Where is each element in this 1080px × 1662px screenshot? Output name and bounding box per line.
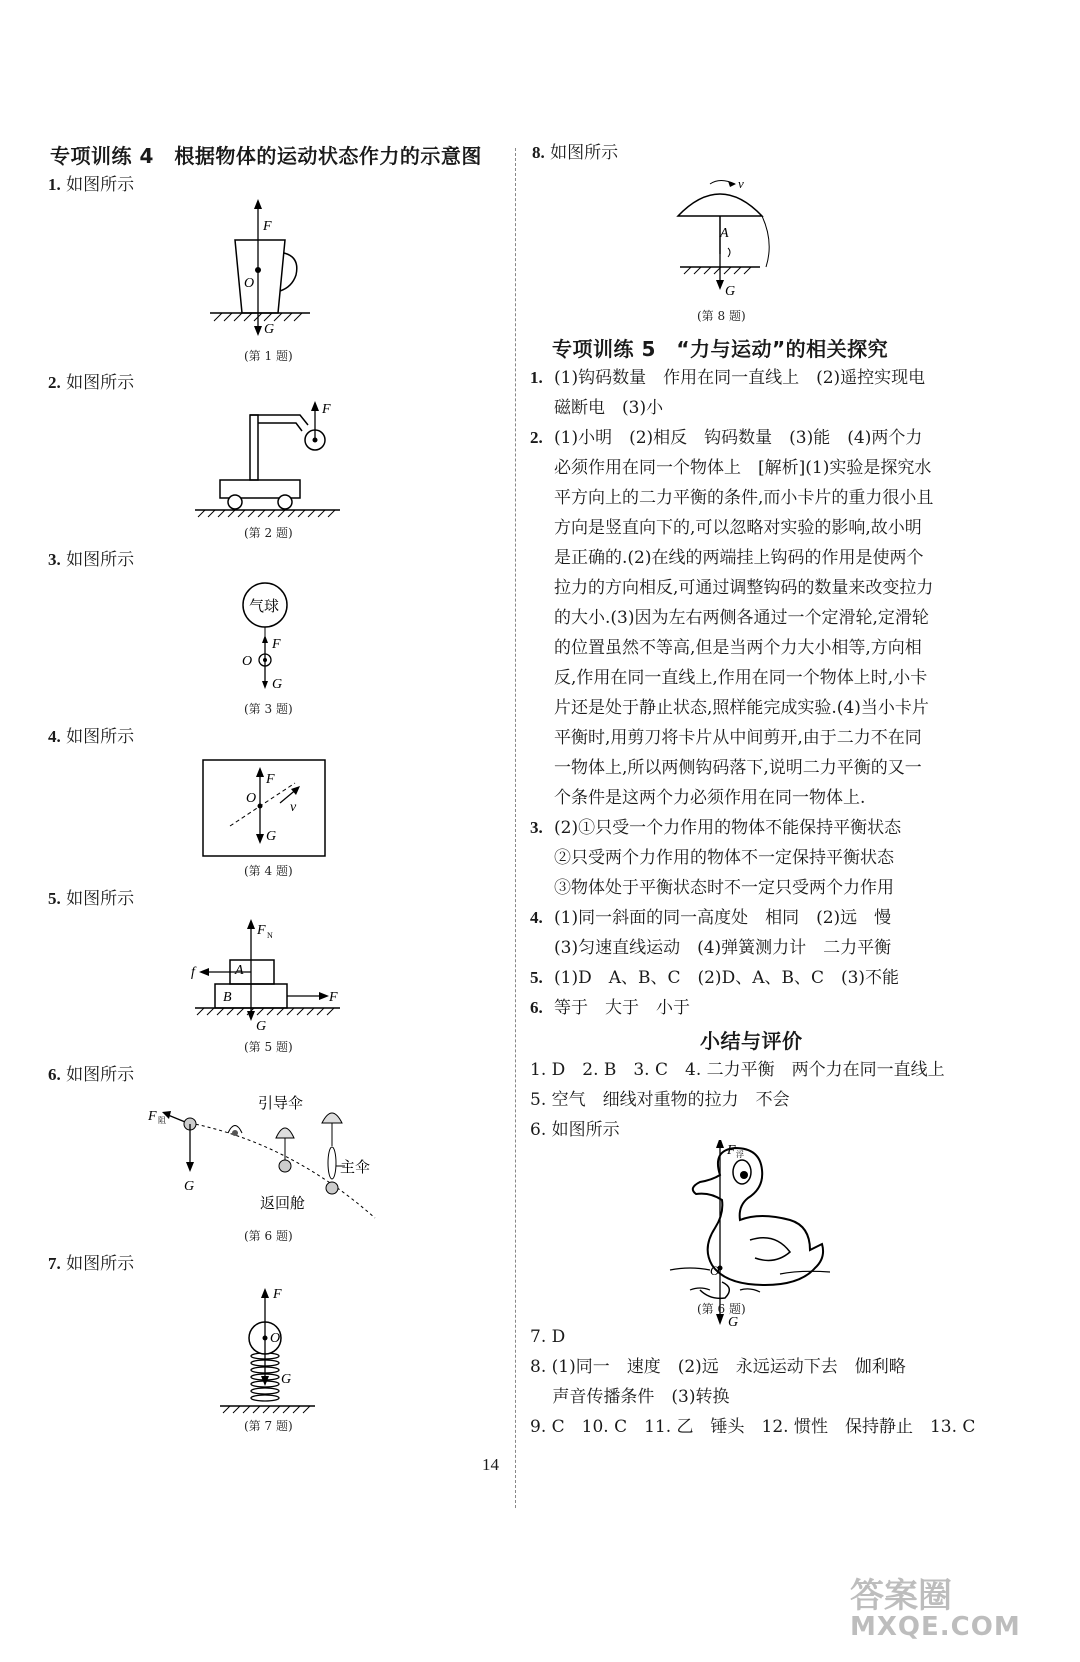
svg-text:F: F (257, 923, 266, 938)
svg-text:F: F (727, 1143, 736, 1158)
summary-line: 声音传播条件 (3)转换 (530, 1387, 730, 1407)
section5-title: 专项训练 5 “力与运动”的相关探究 (552, 337, 889, 361)
figure-cart-crane (190, 395, 350, 520)
s5-line: 片还是处于静止状态,照样能完成实验.(4)当小卡片 (554, 698, 929, 718)
svg-text:f: f (191, 965, 195, 980)
svg-text:O: O (246, 791, 257, 806)
s5-line: 1. (1)钩码数量 作用在同一直线上 (2)遥控实现电 (530, 368, 926, 388)
summary-answers (530, 1055, 990, 1145)
svg-text:阻: 阻 (158, 1116, 166, 1125)
s5-line: 一物体上,所以两侧钩码落下,说明二力平衡的又一 (554, 758, 922, 778)
svg-text:F: F (148, 1109, 157, 1124)
svg-text:引导伞: 引导伞 (258, 1094, 304, 1112)
s5-line: 反,作用在同一直线上,作用在同一个物体上时,小卡 (554, 668, 928, 688)
svg-text:N: N (267, 931, 273, 940)
svg-text:B: B (223, 990, 232, 1005)
figure-caption-8: (第 8 题) (697, 309, 746, 323)
answer-item-5: 5. 如图所示 (48, 889, 135, 909)
figure-duck-buoyancy (650, 1140, 850, 1340)
svg-text:v: v (738, 176, 744, 191)
s5-line: (3)匀速直线运动 (4)弹簧测力计 二力平衡 (554, 938, 892, 958)
figure-balloon (225, 580, 315, 695)
figure-box-motion (200, 758, 330, 858)
s5-line: 必须作用在同一个物体上 [解析](1)实验是探究水 (554, 458, 932, 478)
svg-text:F: F (322, 402, 331, 417)
s5-line: 的大小.(3)因为左右两侧各通过一个定滑轮,定滑轮 (554, 608, 929, 628)
figure-stacked-blocks (185, 910, 355, 1035)
svg-text:A: A (235, 963, 244, 978)
svg-text:O: O (710, 1263, 720, 1278)
answer-item-1: 1. 如图所示 (48, 175, 135, 195)
answer-item-2: 2. 如图所示 (48, 373, 135, 393)
s5-line: ③物体处于平衡状态时不一定只受两个力作用 (554, 878, 894, 898)
figure-caption-3: (第 3 题) (244, 702, 293, 716)
figure-umbrella-rotation (670, 172, 790, 302)
svg-text:v: v (290, 800, 297, 815)
s5-line: 是正确的.(2)在线的两端挂上钩码的作用是使两个 (554, 548, 924, 568)
s5-line: 3. (2)①只受一个力作用的物体不能保持平衡状态 (530, 818, 902, 838)
svg-text:F: F (266, 772, 275, 787)
svg-text:气球: 气球 (249, 597, 280, 615)
svg-text:G: G (256, 1019, 267, 1034)
summary-line: 7. D (530, 1327, 566, 1347)
watermark-url: MXQE.COM (850, 1612, 1021, 1642)
svg-text:F: F (263, 219, 272, 234)
svg-text:G: G (264, 322, 275, 337)
left-section-title: 专项训练 4 根据物体的运动状态作力的示意图 (50, 144, 482, 168)
s5-line: 磁断电 (3)小 (554, 398, 664, 418)
section5-answers (530, 363, 990, 1023)
svg-text:F: F (272, 637, 281, 652)
svg-text:G: G (728, 1315, 739, 1330)
figure-caption-2: (第 2 题) (244, 526, 293, 540)
svg-text:O: O (244, 276, 255, 291)
figure-cup-forces (200, 195, 330, 345)
answer-item-6: 6. 如图所示 (48, 1065, 135, 1085)
svg-text:F: F (273, 1287, 282, 1302)
answer-item-7: 7. 如图所示 (48, 1254, 135, 1274)
figure-caption-6: (第 6 题) (244, 1229, 293, 1243)
svg-text:返回舱: 返回舱 (260, 1194, 306, 1212)
svg-text:O: O (270, 1331, 281, 1346)
summary-title: 小结与评价 (700, 1029, 803, 1053)
svg-text:G: G (184, 1179, 195, 1194)
summary-line: 5. 空气 细线对重物的拉力 不会 (530, 1090, 790, 1110)
s5-line: ②只受两个力作用的物体不一定保持平衡状态 (554, 848, 894, 868)
s5-line: 4. (1)同一斜面的同一高度处 相同 (2)远 慢 (530, 908, 892, 928)
s5-line: 6. 等于 大于 小于 (530, 998, 690, 1018)
page-number: 14 (482, 1455, 499, 1474)
figure-caption-5: (第 5 题) (244, 1040, 293, 1054)
svg-text:F: F (329, 990, 338, 1005)
s5-line: 5. (1)D A、B、C (2)D、A、B、C (3)不能 (530, 968, 900, 988)
figure-ball-spring (215, 1280, 325, 1415)
figure-caption-1: (第 1 题) (244, 349, 293, 363)
summary-line: 8. (1)同一 速度 (2)远 永远运动下去 伽利略 (530, 1357, 906, 1377)
summary-figure-caption: (第 6 题) (697, 1302, 746, 1316)
answer-item-4: 4. 如图所示 (48, 727, 135, 747)
figure-caption-4: (第 4 题) (244, 864, 293, 878)
svg-text:主伞: 主伞 (340, 1158, 371, 1176)
answer-item-3: 3. 如图所示 (48, 550, 135, 570)
summary-answers-2 (530, 1322, 990, 1442)
s5-line: 拉力的方向相反,可通过调整钩码的数量来改变拉力 (554, 578, 934, 598)
s5-line: 个条件是这两个力必须作用在同一物体上. (554, 788, 866, 808)
answer-item-8: 8. 如图所示 (532, 143, 619, 163)
svg-text:G: G (266, 829, 277, 844)
svg-text:O: O (242, 654, 253, 669)
summary-line: 9. C 10. C 11. 乙 锤头 12. 惯性 保持静止 13. C (530, 1417, 976, 1437)
column-divider (515, 148, 516, 1508)
svg-text:G: G (725, 284, 736, 299)
svg-text:A: A (720, 226, 729, 241)
s5-line: 平方向上的二力平衡的条件,而小卡片的重力很小且 (554, 488, 934, 508)
summary-line: 1. D 2. B 3. C 4. 二力平衡 两个力在同一直线上 (530, 1060, 945, 1080)
figure-capsule-trajectory (140, 1088, 390, 1228)
svg-text:G: G (281, 1372, 292, 1387)
s5-line: 2. (1)小明 (2)相反 钩码数量 (3)能 (4)两个力 (530, 428, 923, 448)
figure-caption-7: (第 7 题) (244, 1419, 293, 1433)
s5-line: 方向是竖直向下的,可以忽略对实验的影响,故小明 (554, 518, 922, 538)
svg-text:G: G (272, 677, 283, 692)
svg-text:浮: 浮 (736, 1150, 744, 1159)
s5-line: 平衡时,用剪刀将卡片从中间剪开,由于二力不在同 (554, 728, 922, 748)
watermark-logo: 答案圈 (850, 1576, 952, 1616)
summary-line: 6. 如图所示 (530, 1120, 620, 1140)
s5-line: 的位置虽然不等高,但是当两个力大小相等,方向相 (554, 638, 922, 658)
